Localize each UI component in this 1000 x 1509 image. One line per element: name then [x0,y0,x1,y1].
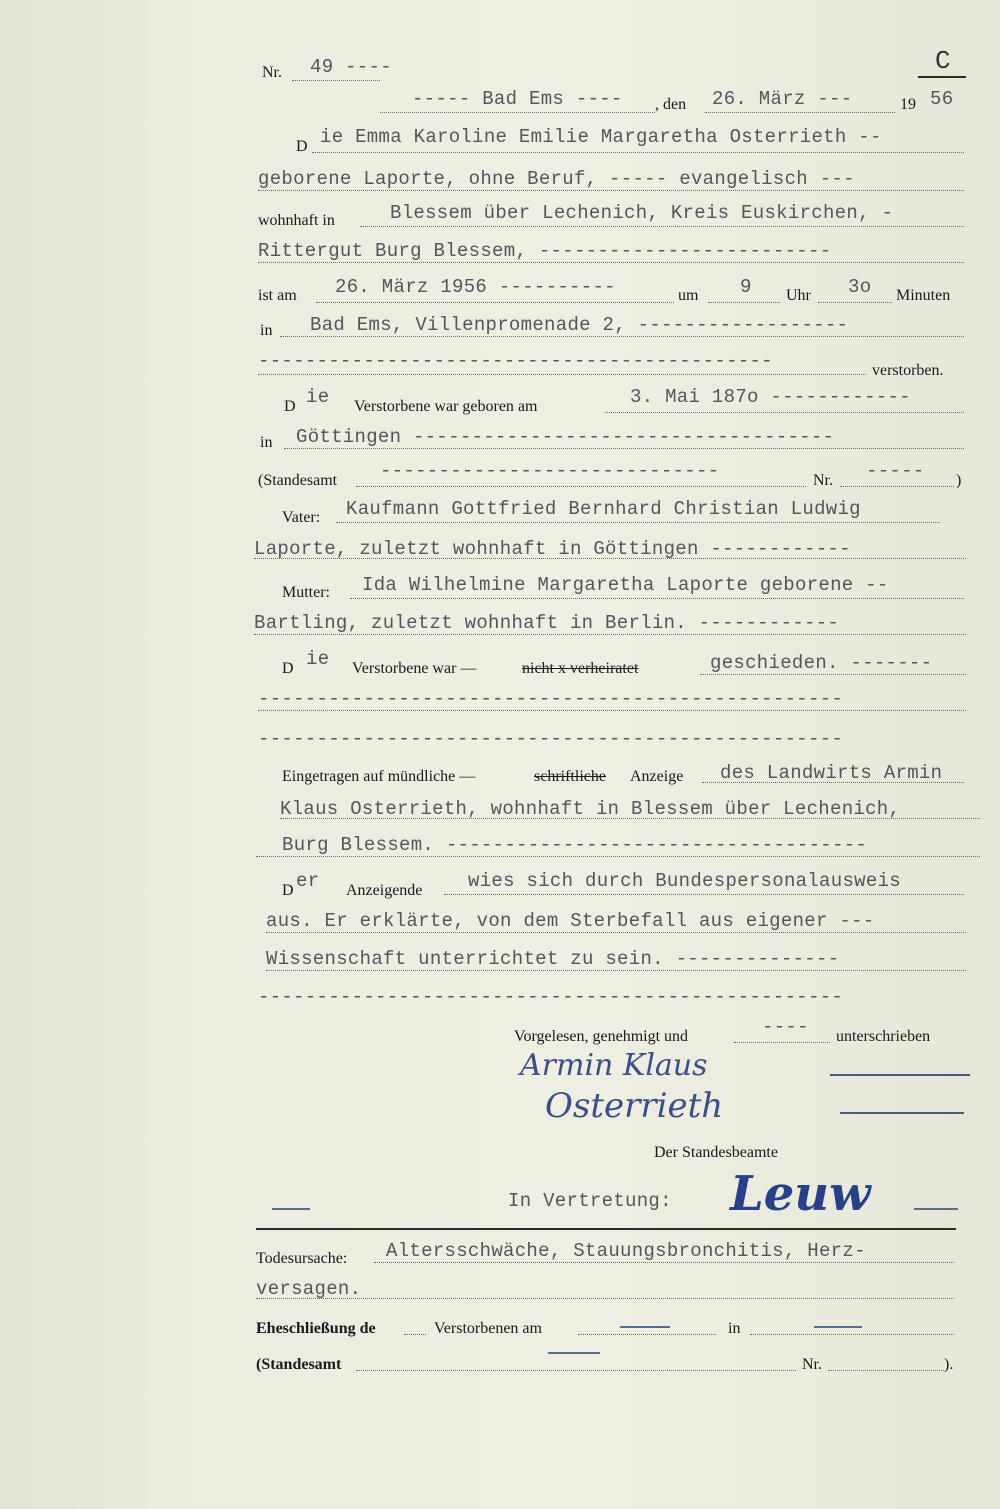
birth-close: ) [956,472,962,489]
marriage-nr-label: Nr. [802,1356,822,1373]
minuten-label: Minuten [896,287,951,304]
wohnhaft: Blessem über Lechenich, Kreis Euskirchen, - [390,202,894,224]
deceased-name: ie Emma Karoline Emilie Margaretha Osterrieth -- [320,126,882,148]
status-blank2: -------------------------------------------------- [258,728,844,750]
registration3-dots [256,856,980,857]
born-label: Verstorbene war geboren am [354,398,538,415]
marriage-date-dash [620,1326,670,1328]
uhr-label: Uhr [786,287,811,304]
marriage-label: Eheschließung de [256,1320,376,1337]
vertretung-dash [272,1208,310,1210]
date: 26. März --- [712,88,853,110]
registration-value: des Landwirts Armin [720,762,943,784]
signature-line1-dash [830,1074,970,1076]
marriage-place-dots [750,1334,954,1335]
cause-dots [374,1262,954,1263]
registration-line3: Burg Blessem. ------------------------------------ [282,834,868,856]
birth-place: Göttingen ------------------------------------ [296,426,835,448]
year-suffix: 56 [930,88,954,110]
marriage-standesamt-label: (Standesamt [256,1356,342,1373]
death-place2-dots [258,374,866,375]
line2-dots [258,190,964,191]
signing-dots [734,1042,830,1043]
cause-value2: versagen. [256,1278,362,1300]
cause-label: Todesursache: [256,1250,348,1267]
status-d-label: D [282,660,294,677]
informant2-dots [266,932,966,933]
registration-label2: Anzeige [630,768,684,785]
status-dots [700,674,966,675]
birth-d-suffix: ie [306,386,330,408]
death-place2: -------------------------------------------- [258,350,773,372]
official-signature: Leuw [730,1166,871,1222]
informant-d-suffix: er [296,870,320,892]
den-label: , den [655,96,687,113]
mutter-label: Mutter: [282,584,330,601]
official-dash [914,1208,958,1210]
birth-standesamt-dots [356,486,806,487]
marriage-de-dots [404,1334,426,1335]
date-dots [705,112,895,113]
death-date: 26. März 1956 ---------- [335,276,616,298]
letter-underline [918,76,966,78]
death-place: Bad Ems, Villenpromenade 2, ------------------ [310,314,849,336]
mother-line2: Bartling, zuletzt wohnhaft in Berlin. ------------ [254,612,840,634]
letter-marker: C [935,46,951,76]
birth-in-label: in [260,434,273,451]
name-dots [312,152,964,153]
marriage-standesamt-dots [356,1370,796,1371]
birth-date: 3. Mai 187o ------------ [630,386,911,408]
registration-line2: Klaus Osterrieth, wohnhaft in Blessem über Lechenich, [280,798,901,820]
birth-name-religion: geborene Laporte, ohne Beruf, ----- evangelisch --- [258,168,855,190]
year-prefix: 19 [900,96,916,113]
signature-line2-dash [840,1112,964,1114]
status-d-suffix: ie [306,648,330,670]
registration-struck: schriftliche [534,768,606,785]
death-date-dots [316,302,674,303]
official-label: Der Standesbeamte [654,1144,778,1161]
death-hour: 9 [740,276,752,298]
informant-dots [444,894,964,895]
place: ----- Bad Ems ---- [412,88,623,110]
mutter-dots [350,598,964,599]
informant-line2: aus. Er erklärte, von dem Sterbefall aus eigener --- [266,910,875,932]
informant-label: Anzeigende [346,882,423,899]
vater-dots [336,522,940,523]
marriage-label2: Verstorbenen am [434,1320,542,1337]
um-label: um [678,287,699,304]
marriage-date-dots [578,1334,716,1335]
status-struck: nicht x verheiratet [522,660,639,677]
cause-value: Altersschwäche, Stauungsbronchitis, Herz- [386,1240,866,1262]
registration-label: Eingetragen auf mündliche — [282,768,476,785]
status-blank1: -------------------------------------------------- [258,688,844,710]
marriage-standesamt-dash [548,1352,600,1354]
birth-standesamt-value: ----------------------------- [380,460,720,482]
father: Kaufmann Gottfried Bernhard Christian Ludwig [346,498,861,520]
informant3-dots [266,970,966,971]
signing-label1: Vorgelesen, genehmigt und [514,1028,689,1045]
birth-standesamt-label: (Standesamt [258,472,338,489]
informant-signature-line2: Osterrieth [545,1086,724,1126]
signing-value: ---- [762,1016,809,1038]
minutes-dots [818,302,892,303]
verstorben-label: verstorben. [872,362,944,379]
birth-d-label: D [284,398,296,415]
ist-am-label: ist am [258,287,297,304]
status-label: Verstorbene war — [352,660,477,677]
birth-nr-dots [840,486,954,487]
birth-nr-label: Nr. [813,472,833,489]
nr-dots [292,80,380,81]
nr-label: Nr. [262,64,282,81]
death-minutes: 3o [848,276,872,298]
status-blank1-dots [258,710,966,711]
marital-status: geschieden. ------- [710,652,933,674]
marriage-close: ). [944,1356,954,1373]
father-line2: Laporte, zuletzt wohnhaft in Göttingen ------------ [254,538,851,560]
wohnhaft2: Rittergut Burg Blessem, ------------------------- [258,240,832,262]
death-place-dots [280,336,964,337]
informant-signature-line1: Armin Klaus [520,1048,708,1083]
vater-label: Vater: [282,509,321,526]
section-divider [256,1228,956,1230]
mutter2-dots [254,634,966,635]
nr-value: 49 ---- [310,56,392,78]
informant-line3: Wissenschaft unterrichtet zu sein. -------------- [266,948,840,970]
marriage-place-dash [814,1326,862,1328]
wohnhaft-label: wohnhaft in [258,212,335,229]
marriage-in-label: in [728,1320,741,1337]
hour-dots [708,302,780,303]
wohnhaft-dots [360,226,964,227]
marriage-nr-dots [828,1370,944,1371]
vertretung-label: In Vertretung: [508,1190,672,1212]
mother: Ida Wilhelmine Margaretha Laporte geborene -- [362,574,889,596]
informant-value: wies sich durch Bundespersonalausweis [468,870,901,892]
informant-d-label: D [282,882,294,899]
birth-nr-value: ----- [866,460,925,482]
informant-line4: -------------------------------------------------- [258,986,844,1008]
signing-label2: unterschrieben [836,1028,931,1045]
place-dots [380,112,655,113]
d-label: D [296,138,308,155]
wohnhaft2-dots [258,262,964,263]
birth-date-dots [605,412,964,413]
death-in-label: in [260,322,273,339]
birth-place-dots [284,448,964,449]
